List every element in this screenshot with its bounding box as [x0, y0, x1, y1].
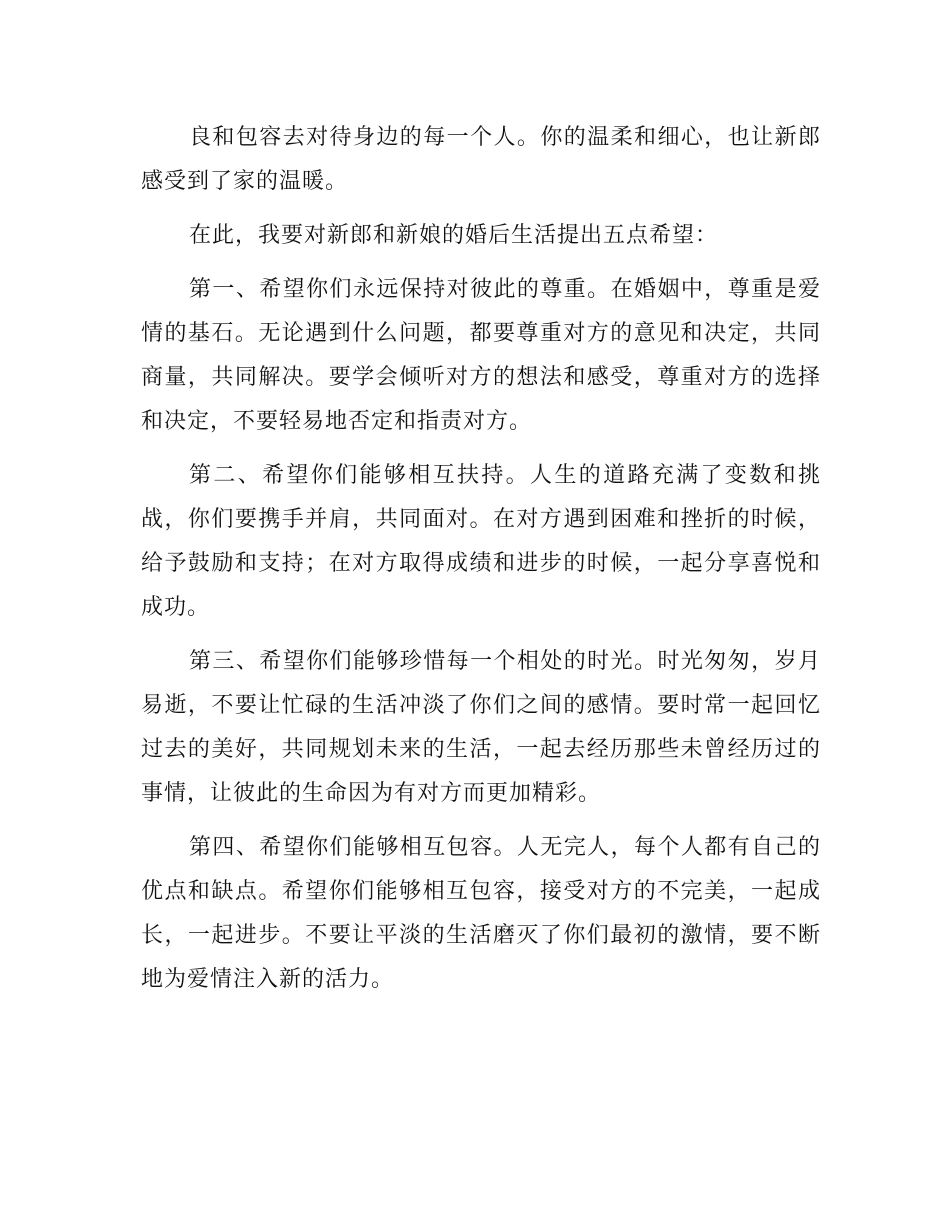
paragraph-intro-wishes: 在此，我要对新郎和新娘的婚后生活提出五点希望： — [189, 223, 719, 248]
document-body — [141, 116, 821, 1012]
paragraph-wish-2: 第二、希望你们能够相互扶持。人生的道路充满了变数和挑战，你们要携手并肩，共同面对。在对方遇到困难和挫折的时候，给予鼓励和支持；在对方取得成绩和进步的时候，一起分享喜悦和成功。 — [141, 463, 821, 620]
paragraph-wish-3: 第三、希望你们能够珍惜每一个相处的时光。时光匆匆，岁月易逝，不要让忙碌的生活冲淡了你们之间的感情。要时常一起回忆过去的美好，共同规划未来的生活，一起去经历那些未曾经历过的事情，让彼此的生命因为有对方而更加精彩。 — [141, 649, 821, 806]
paragraph-wish-4: 第四、希望你们能够相互包容。人无完人，每个人都有自己的优点和缺点。希望你们能够相互包容，接受对方的不完美，一起成长，一起进步。不要让平淡的生活磨灭了你们最初的激情，要不断地为爱情注入新的活力。 — [141, 835, 821, 992]
paragraph-continuation: 良和包容去对待身边的每一个人。你的温柔和细心，也让新郎感受到了家的温暖。 — [141, 125, 821, 194]
paragraph-wish-1: 第一、希望你们永远保持对彼此的尊重。在婚姻中，尊重是爱情的基石。无论遇到什么问题，都要尊重对方的意见和决定，共同商量，共同解决。要学会倾听对方的想法和感受，尊重对方的选择和决定，不要轻易地否定和指责对方。 — [141, 277, 821, 434]
